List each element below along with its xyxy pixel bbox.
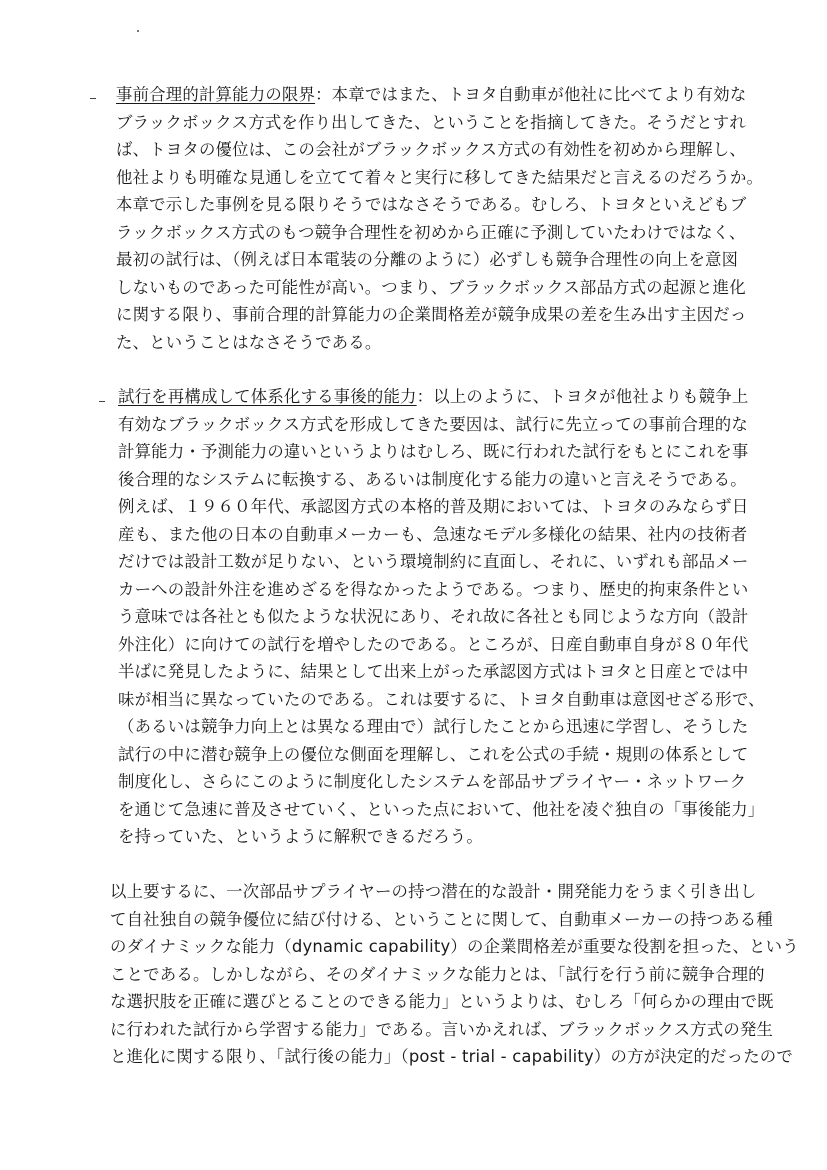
text-line: 産も、また他の日本の自動車メーカーも、急速なモデル多様化の結果、社内の技術者 [118, 524, 748, 544]
text-line: を持っていた、というように解釈できるだろう。 [118, 827, 483, 846]
text-span: ：以上のように、トヨタが他社よりも競争上 [416, 387, 749, 406]
text-line: 計算能力・予測能力の違いというよりはむしろ、既に行われた試行をもとにこれを事 [118, 442, 749, 461]
text-line: ブラックボックス方式を作り出してきた、ということを指摘してきた。そうだとすれ [116, 112, 746, 132]
text-line: ラックボックス方式のもつ競争合理性を初めから正確に予測していたわけではなく、 [116, 222, 746, 242]
bullet-dash [99, 401, 105, 402]
text-line: に関する限り、事前合理的計算能力の企業間格差が競争成果の差を生み出す主因だっ [116, 305, 747, 324]
text-span: ：本章ではまた、トヨタ自動車が他社に比べてより有効な [315, 85, 747, 104]
text-line: た、ということはなさそうである。 [116, 332, 382, 352]
text-line: 最初の試行は、（例えば日本電装の分離のように）必ずしも競争合理性の向上を意図 [116, 250, 739, 269]
text-line: （あるいは競争力向上とは異なる理由で）試行したことから迅速に学習し、そうした [118, 717, 749, 736]
text-line: と進化に関する限り、「試行後の能力」（post - trial - capability）の方が決定的だったので [110, 1047, 793, 1066]
text-line: 例えば、１９６０年代、承認図方式の本格的普及期においては、トヨタのみならず日 [118, 497, 749, 516]
bullet-dash [90, 98, 96, 99]
text-line: を通じて急速に普及させていく、といった点において、他社を凌ぐ独自の「事後能力」 [118, 799, 765, 819]
text-line: 有効なブラックボックス方式を形成してきた要因は、試行に先立っての事前合理的な [118, 414, 748, 434]
paragraph-ex-ante-limits [116, 81, 763, 356]
text-line: 試行の中に潜む競争上の優位な側面を理解し、これを公式の手続・規則の体系として [118, 744, 749, 764]
text-line: う意味では各社とも似たような状況にあり、それ故に各社とも同じような方向（設計 [118, 607, 749, 626]
paragraph-summary [110, 878, 799, 1071]
paragraph-ex-post-capability [118, 383, 765, 851]
text-line: 制度化し、さらにこのように制度化したシステムを部品サプライヤー・ネットワーク [118, 772, 747, 791]
text-line: 他社よりも明確な見通しを立てて着々と実行に移してきた結果だと言えるのだろうか。 [116, 167, 764, 187]
text-line: しないものであった可能性が高い。つまり、ブラックボックス部品方式の起源と進化 [116, 277, 746, 297]
text-line: 味が相当に異なっていたのである。これは要するに、トヨタ自動車は意図せざる形で、 [118, 689, 765, 709]
text-line [116, 81, 763, 109]
section-heading: 試行を再構成して体系化する事後的能力 [118, 387, 417, 406]
text-line: カーへの設計外注を進めざるを得なかったようである。つまり、歴史的拘束条件とい [118, 579, 749, 599]
text-line: 本章で示した事例を見る限りそうではなさそうである。むしろ、トヨタといえどもブ [116, 195, 747, 214]
text-line [118, 383, 765, 411]
text-line: ば、トヨタの優位は、この会社がブラックボックス方式の有効性を初めから理解し、 [116, 140, 746, 159]
text-line: 外注化）に向けての試行を増やしたのである。ところが、日産自動車自身が８０年代 [118, 634, 749, 654]
text-line: だけでは設計工数が足りない、という環境制約に直面し、それに、いずれも部品メー [118, 552, 749, 571]
section-heading: 事前合理的計算能力の限界 [116, 85, 316, 104]
text-line: 半ばに発見したように、結果として出来上がった承認図方式はトヨタと日産とでは中 [118, 662, 749, 681]
text-line: ことである。しかしながら、そのダイナミックな能力とは、「試行を行う前に競争合理的 [110, 964, 765, 984]
text-line: のダイナミックな能力（dynamic capability）の企業間格差が重要な役割を担った、という [110, 937, 799, 956]
text-line: 以上要するに、一次部品サプライヤーの持つ潜在的な設計・開発能力をうまく引き出し [110, 882, 757, 901]
scan-speck [137, 30, 139, 32]
text-line: て自社独自の競争優位に結び付ける、ということに関して、自動車メーカーの持つある種 [110, 909, 773, 929]
text-line: な選択肢を正確に選びとることのできる能力」というよりは、むしろ「何らかの理由で既 [110, 992, 774, 1011]
text-line: 後合理的なシステムに転換する、あるいは制度化する能力の違いと言えそうである。 [118, 469, 747, 489]
text-line: に行われた試行から学習する能力」である。言いかえれば、ブラックボックス方式の発生 [110, 1019, 774, 1039]
